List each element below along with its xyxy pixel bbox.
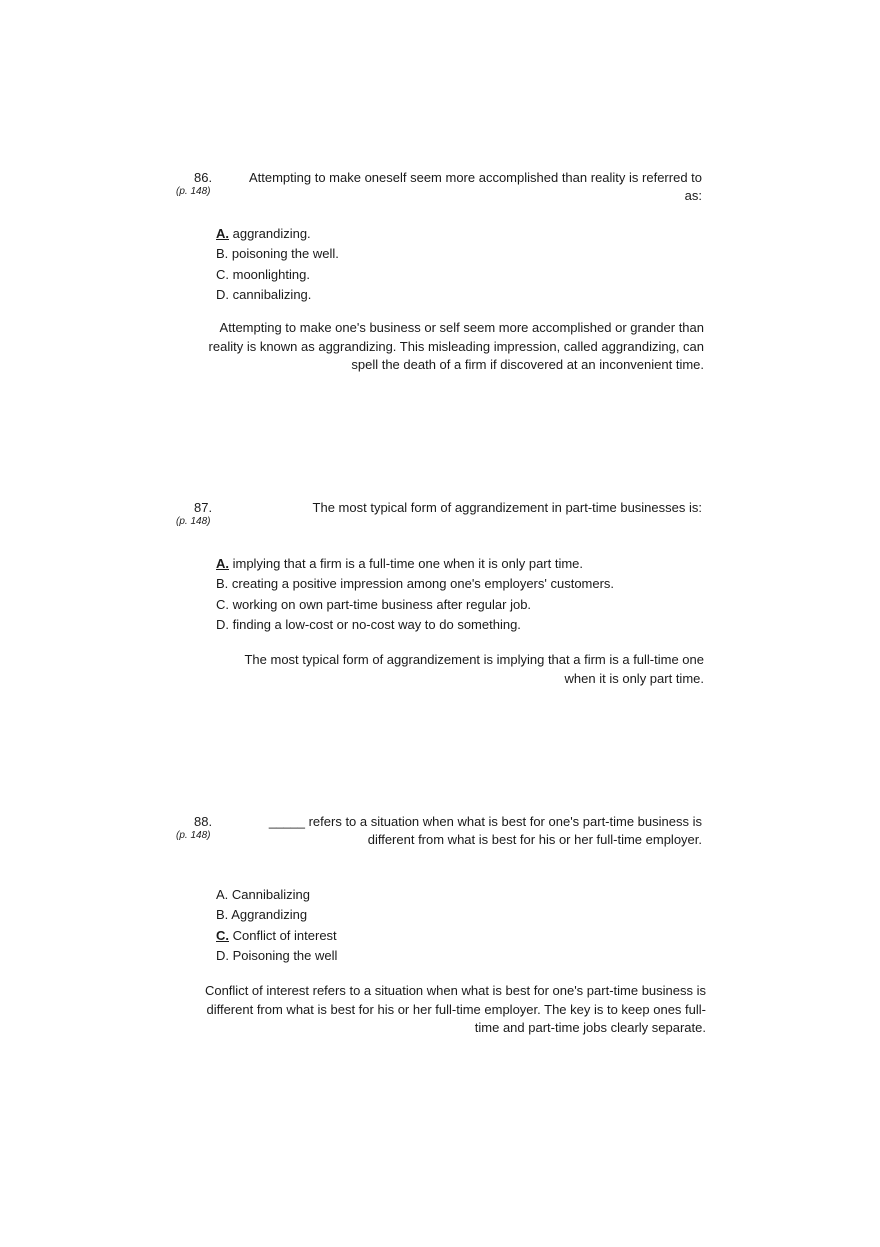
answer-explanation: Conflict of interest refers to a situation when what is best for one's part-time business is different from what is best for his or her full-time employer. The key is to keep ones full-time and part-time jobs clearly separate. bbox=[204, 983, 706, 1035]
option-text: implying that a firm is a full-time one when it is only part time. bbox=[229, 556, 584, 571]
page-reference: (p. 148) bbox=[176, 830, 211, 841]
option-letter: A. bbox=[216, 887, 229, 902]
answer-options bbox=[216, 554, 614, 635]
answer-options bbox=[216, 885, 337, 966]
option-text: Aggrandizing bbox=[228, 907, 308, 923]
answer-option bbox=[216, 244, 339, 264]
option-letter: B. bbox=[216, 907, 229, 923]
option-letter: D. bbox=[216, 286, 229, 302]
answer-explanation: Attempting to make one's business or self seem more accomplished or grander than reality is known as aggrandizing. This misleading impression, called aggrandizing, can spell the death of a firm if discovered at an inconvenient time. bbox=[208, 320, 704, 372]
option-letter: C. bbox=[216, 596, 229, 612]
option-text: creating a positive impression among one's employers' customers. bbox=[228, 576, 615, 592]
page-reference: (p. 148) bbox=[176, 516, 211, 527]
answer-option bbox=[216, 595, 614, 615]
question-number: 87. bbox=[194, 500, 213, 515]
option-letter-correct: A. bbox=[216, 226, 229, 241]
option-text: Conflict of interest bbox=[229, 927, 337, 943]
option-text: Poisoning the well bbox=[229, 947, 338, 963]
answer-option bbox=[216, 554, 614, 574]
answer-option bbox=[216, 946, 337, 966]
option-letter: B. bbox=[216, 246, 229, 262]
answer-options bbox=[216, 224, 339, 305]
answer-option bbox=[216, 905, 337, 925]
question-text: _____ refers to a situation when what is best for one's part-time business is different from what is best for his or her full-time employer. bbox=[268, 814, 702, 847]
option-text: working on own part-time business after regular job. bbox=[229, 596, 532, 612]
answer-option bbox=[216, 885, 337, 905]
option-text: poisoning the well. bbox=[228, 246, 339, 262]
option-letter: D. bbox=[216, 947, 229, 963]
option-text: aggrandizing. bbox=[229, 226, 311, 241]
option-letter-correct: A. bbox=[216, 556, 229, 571]
answer-option bbox=[216, 265, 339, 285]
answer-option bbox=[216, 615, 614, 635]
question-number: 86. bbox=[194, 170, 213, 185]
question-number: 88. bbox=[194, 814, 213, 829]
option-letter: D. bbox=[216, 616, 229, 632]
option-text: moonlighting. bbox=[229, 266, 310, 282]
question-text: Attempting to make oneself seem more accomplished than reality is referred to as: bbox=[248, 170, 702, 203]
option-text: cannibalizing. bbox=[229, 286, 312, 302]
option-text: finding a low-cost or no-cost way to do something. bbox=[229, 616, 521, 632]
option-letter-correct: C. bbox=[216, 927, 229, 943]
answer-option bbox=[216, 224, 339, 244]
question-text: The most typical form of aggrandizement in part-time businesses is: bbox=[312, 500, 702, 515]
page-reference: (p. 148) bbox=[176, 186, 211, 197]
answer-option bbox=[216, 574, 614, 594]
answer-option bbox=[216, 285, 339, 305]
answer-option bbox=[216, 926, 337, 946]
answer-explanation: The most typical form of aggrandizement is implying that a firm is a full-time one when it is only part time. bbox=[244, 652, 704, 686]
option-letter: B. bbox=[216, 576, 229, 592]
option-letter: C. bbox=[216, 266, 229, 282]
option-text: Cannibalizing bbox=[228, 887, 310, 902]
